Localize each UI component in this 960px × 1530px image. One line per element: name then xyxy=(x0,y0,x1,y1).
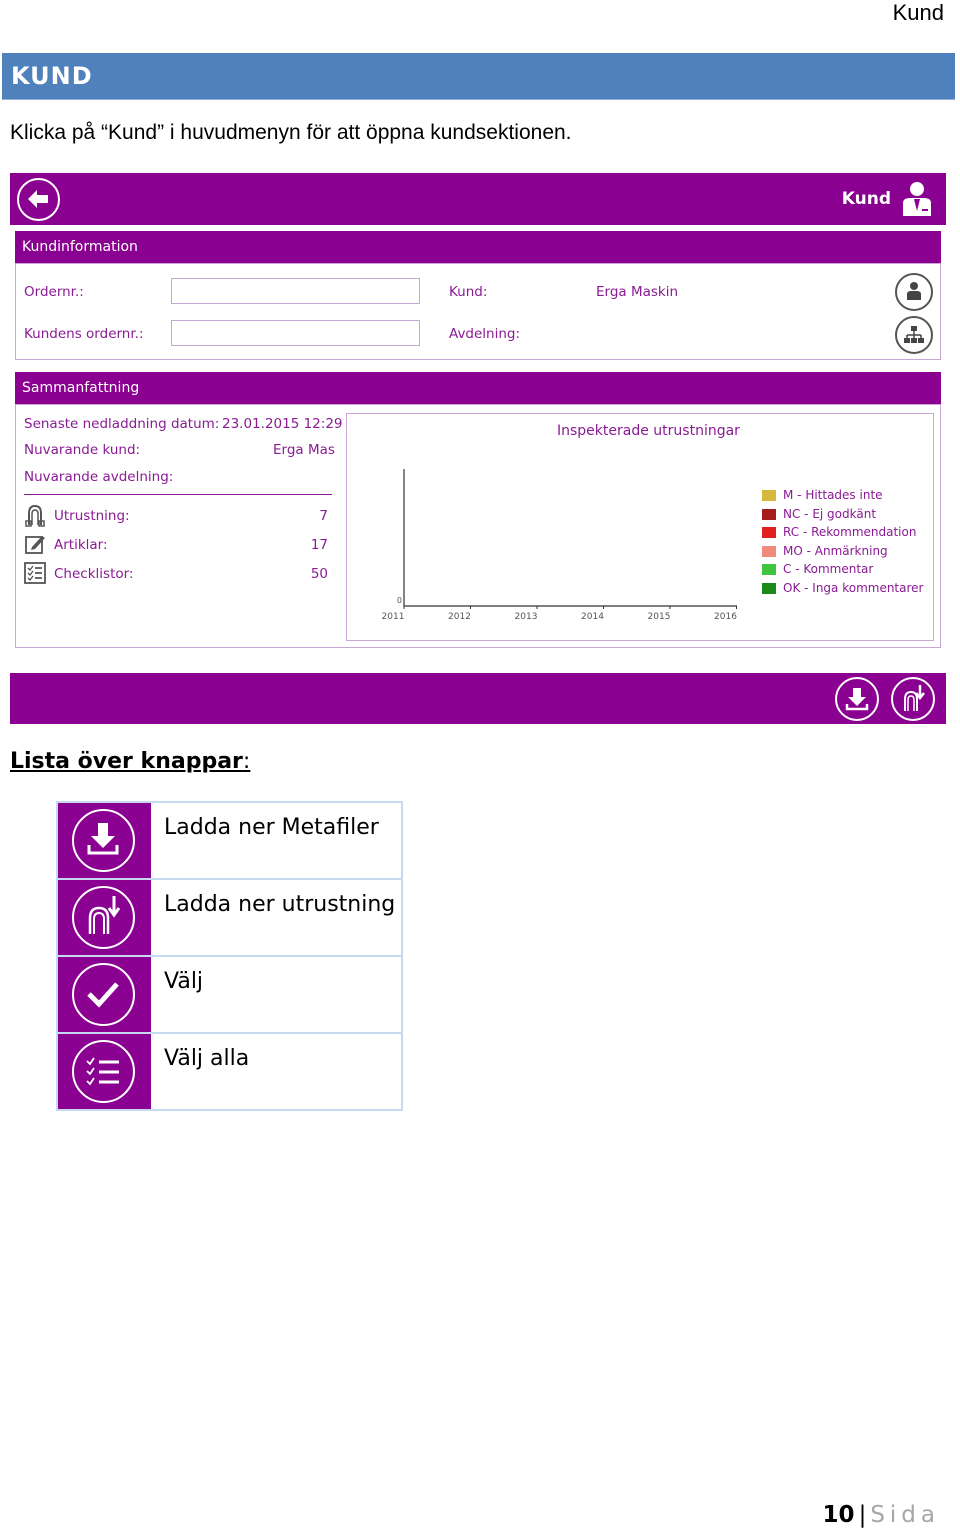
legend-swatch xyxy=(762,583,776,594)
select-customer-button[interactable] xyxy=(895,273,933,311)
chart-title: Inspekterade utrustningar xyxy=(557,423,740,439)
ordernr-label: Ordernr.: xyxy=(24,284,84,300)
checklistor-value: 50 xyxy=(310,566,328,582)
stat-row-utrustning xyxy=(24,504,332,530)
artiklar-value: 17 xyxy=(310,537,328,553)
sammanfattning-panel xyxy=(15,404,941,648)
nuvarande-kund-value: Erga Mas xyxy=(273,442,335,458)
legend-item xyxy=(762,544,923,563)
select-all-icon xyxy=(72,1040,135,1103)
utrustning-value: 7 xyxy=(319,508,328,524)
legend-item xyxy=(762,525,923,544)
button-icon-cell xyxy=(58,803,151,878)
utrustning-label: Utrustning: xyxy=(54,508,130,524)
page-header: Kund xyxy=(892,0,944,25)
legend-swatch xyxy=(762,527,776,538)
chart-legend xyxy=(762,488,923,599)
button-label: Ladda ner utrustning xyxy=(164,892,396,917)
app-screenshot xyxy=(10,173,946,725)
x-tick-label: 2011 xyxy=(381,612,405,622)
x-tick-label: 2012 xyxy=(448,612,471,622)
kund-value: Erga Maskin xyxy=(596,284,679,300)
legend-swatch xyxy=(762,509,776,520)
stat-row-checklistor xyxy=(24,562,332,588)
table-row xyxy=(58,803,401,880)
select-department-button[interactable] xyxy=(895,316,933,354)
x-tick-label: 2014 xyxy=(581,612,604,622)
section-title: KUND xyxy=(11,62,93,90)
back-button[interactable] xyxy=(17,178,60,221)
kundens-ordernr-input[interactable] xyxy=(171,320,420,346)
legend-item xyxy=(762,507,923,526)
download-equipment-icon xyxy=(893,679,933,719)
intro-text: Klicka på “Kund” i huvudmenyn för att öppna kundsektionen. xyxy=(10,121,572,144)
download-icon xyxy=(72,809,135,872)
senaste-label: Senaste nedladdning datum: xyxy=(24,416,220,432)
legend-swatch xyxy=(762,490,776,501)
arrow-left-icon xyxy=(19,180,57,218)
table-row xyxy=(58,957,401,1034)
legend-swatch xyxy=(762,546,776,557)
button-icon-cell xyxy=(58,957,151,1032)
button-label: Ladda ner Metafiler xyxy=(164,815,379,840)
legend-item xyxy=(762,488,923,507)
divider xyxy=(24,494,332,495)
section-title-bar xyxy=(2,53,955,100)
legend-label: M - Hittades inte xyxy=(783,488,883,502)
senaste-value: 23.01.2015 12:29 xyxy=(222,416,343,432)
download-metafiles-button[interactable] xyxy=(835,677,879,721)
legend-item xyxy=(762,562,923,581)
download-icon xyxy=(837,679,877,719)
legend-item xyxy=(762,581,923,600)
chart-box xyxy=(346,413,934,641)
x-tick-label: 2016 xyxy=(714,612,737,622)
nuvarande-avdelning-label: Nuvarande avdelning: xyxy=(24,469,174,485)
footer-separator: | xyxy=(858,1502,867,1528)
legend-label: NC - Ej godkänt xyxy=(783,506,877,521)
page-number: 10 xyxy=(822,1502,855,1528)
stat-row-artiklar xyxy=(24,533,332,559)
kund-label: Kund: xyxy=(449,284,488,300)
legend-swatch xyxy=(762,564,776,575)
equipment-icon xyxy=(24,504,46,528)
legend-label: MO - Anmärkning xyxy=(783,543,888,558)
topbar-title: Kund xyxy=(841,189,891,209)
list-title-colon: : xyxy=(242,749,251,774)
download-equipment-button[interactable] xyxy=(891,677,935,721)
artiklar-label: Artiklar: xyxy=(54,537,108,553)
org-chart-icon xyxy=(897,318,931,352)
legend-label: C - Kommentar xyxy=(783,562,874,576)
edit-icon xyxy=(24,533,46,555)
customer-icon xyxy=(897,275,931,309)
button-icon-cell xyxy=(58,1034,151,1109)
list-title-text: Lista över knappar xyxy=(10,749,243,774)
kundens-ordernr-label: Kundens ordernr.: xyxy=(24,326,144,342)
sammanfattning-header xyxy=(15,372,941,404)
checklistor-label: Checklistor: xyxy=(54,566,134,582)
kundinformation-header xyxy=(15,231,941,263)
sammanfattning-title: Sammanfattning xyxy=(22,380,140,396)
check-icon xyxy=(72,963,135,1026)
customer-icon xyxy=(902,181,932,217)
page-footer xyxy=(823,1502,940,1528)
buttons-table xyxy=(56,801,403,1111)
ordernr-input[interactable] xyxy=(171,278,420,304)
table-row xyxy=(58,1034,401,1109)
footer-sida: Sida xyxy=(870,1502,940,1528)
button-icon-cell xyxy=(58,880,151,955)
kundinformation-title: Kundinformation xyxy=(22,239,138,255)
download-equipment-icon xyxy=(72,886,135,949)
button-label: Välj alla xyxy=(164,1046,250,1071)
list-title xyxy=(10,749,250,774)
x-tick-label: 2015 xyxy=(647,612,671,622)
button-label: Välj xyxy=(164,969,204,994)
legend-label: OK - Inga kommentarer xyxy=(783,580,924,595)
avdelning-label: Avdelning: xyxy=(449,326,521,342)
x-tick-label: 2013 xyxy=(514,612,538,622)
y-tick-label: 0 xyxy=(396,596,402,605)
kundinformation-panel xyxy=(15,263,941,360)
legend-label: RC - Rekommendation xyxy=(783,525,917,539)
nuvarande-kund-label: Nuvarande kund: xyxy=(24,442,141,458)
app-topbar xyxy=(10,173,946,225)
app-bottombar xyxy=(10,673,946,724)
checklist-icon xyxy=(24,562,46,584)
table-row xyxy=(58,880,401,957)
